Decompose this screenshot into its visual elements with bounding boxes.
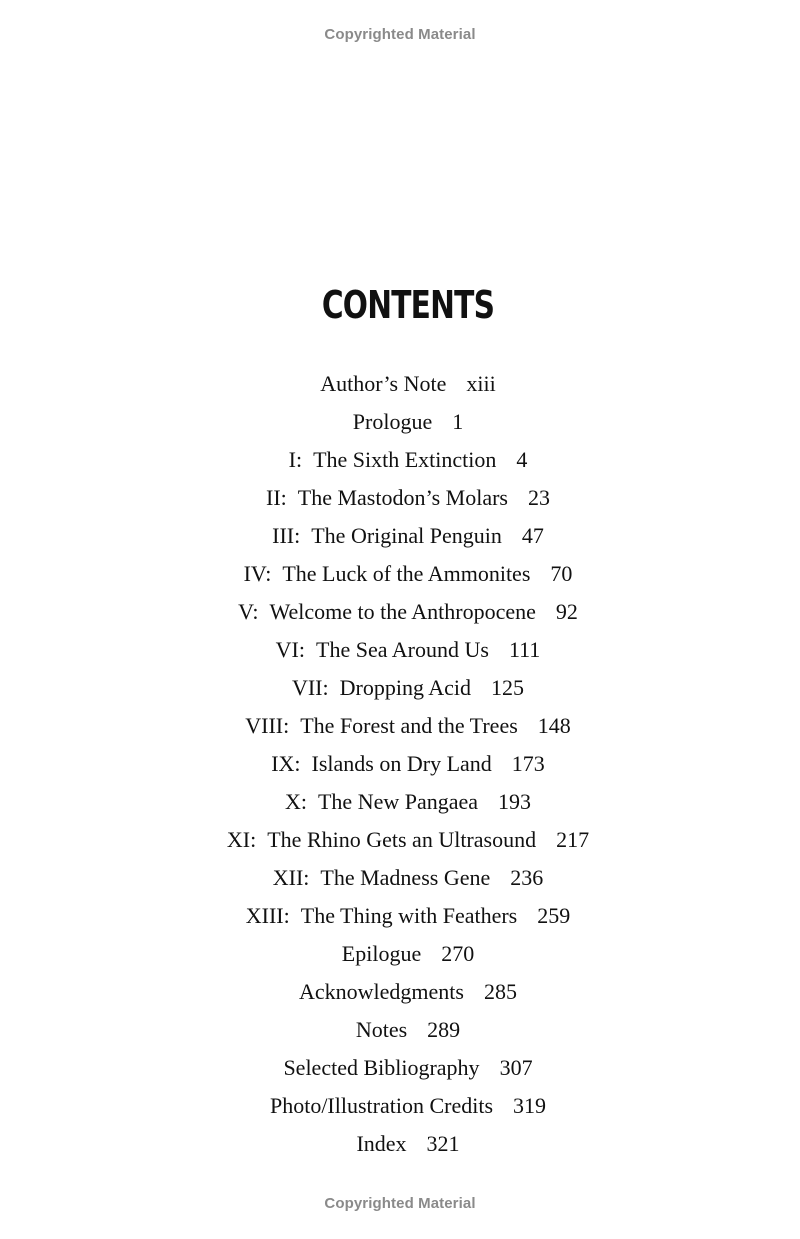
- toc-entry-page: 307: [499, 1055, 533, 1080]
- toc-entry-page: 4: [516, 447, 528, 472]
- toc-entry-page: 193: [498, 789, 532, 814]
- table-of-contents: [0, 367, 800, 1165]
- toc-entry-page: 111: [508, 637, 541, 662]
- toc-entry: [0, 747, 800, 785]
- toc-entry-page: 1: [452, 409, 464, 434]
- toc-entry-number: XI :: [227, 827, 267, 852]
- toc-entry-title: The Rhino Gets an Ultrasound: [267, 827, 537, 852]
- toc-entry-title: Prologue: [352, 409, 433, 434]
- toc-entry-title: Islands on Dry Land: [311, 751, 492, 776]
- toc-entry: [0, 481, 800, 519]
- toc-entry-title: Epilogue: [341, 941, 422, 966]
- toc-entry: [0, 1051, 800, 1089]
- toc-entry-page: 236: [510, 865, 544, 890]
- toc-entry-title: Dropping Acid: [339, 675, 472, 700]
- toc-entry: [0, 937, 800, 975]
- toc-entry-title: The New Pangaea: [317, 789, 479, 814]
- toc-entry: [0, 899, 800, 937]
- toc-entry: [0, 861, 800, 899]
- toc-entry-page: 319: [513, 1093, 547, 1118]
- toc-entry-page: 23: [527, 485, 550, 510]
- toc-entry: [0, 1013, 800, 1051]
- toc-entry-title: Welcome to the Anthropocene: [269, 599, 536, 624]
- toc-entry-page: 259: [537, 903, 571, 928]
- toc-entry-page: 148: [537, 713, 571, 738]
- toc-entry: [0, 519, 800, 557]
- toc-entry-title: Acknowledgments: [299, 979, 464, 1004]
- copyright-watermark-bottom: Copyrighted Material: [324, 1195, 476, 1212]
- toc-entry-number: IX :: [271, 751, 311, 776]
- toc-entry-title: The Thing with Feathers: [300, 903, 518, 928]
- toc-entry-page: 173: [511, 751, 545, 776]
- toc-entry-title: Index: [356, 1131, 407, 1156]
- toc-entry-page: 321: [426, 1131, 460, 1156]
- toc-entry-page: 270: [441, 941, 475, 966]
- toc-entry: [0, 367, 800, 405]
- toc-entry: [0, 1089, 800, 1127]
- toc-entry-page: 125: [491, 675, 525, 700]
- toc-entry-page: 70: [550, 561, 573, 586]
- toc-entry-page: 289: [427, 1017, 461, 1042]
- toc-entry-number: X :: [285, 789, 318, 814]
- toc-entry-title: The Original Penguin: [311, 523, 502, 548]
- toc-entry: [0, 633, 800, 671]
- toc-entry: [0, 443, 800, 481]
- toc-entry-title: The Mastodon’s Molars: [297, 485, 508, 510]
- toc-entry: [0, 823, 800, 861]
- toc-entry-number: XII :: [273, 865, 321, 890]
- toc-entry: [0, 595, 800, 633]
- toc-entry-title: Photo/Illustration Credits: [269, 1093, 494, 1118]
- contents-heading: CONTENTS: [321, 283, 495, 327]
- toc-entry-title: Selected Bibliography: [283, 1055, 480, 1080]
- toc-entry-page: xiii: [466, 371, 496, 396]
- toc-entry-page: 285: [483, 979, 517, 1004]
- toc-entry-number: I :: [289, 447, 313, 472]
- toc-entry-number: IV :: [244, 561, 283, 586]
- toc-entry: [0, 1127, 800, 1165]
- toc-entry-title: The Forest and the Trees: [300, 713, 518, 738]
- toc-entry-title: The Luck of the Ammonites: [282, 561, 531, 586]
- toc-entry-title: Notes: [355, 1017, 408, 1042]
- toc-entry-number: VI :: [276, 637, 316, 662]
- toc-entry-number: VIII :: [245, 713, 300, 738]
- toc-entry-number: III :: [272, 523, 311, 548]
- toc-entry-title: The Madness Gene: [320, 865, 491, 890]
- toc-entry: [0, 671, 800, 709]
- toc-entry-page: 47: [521, 523, 544, 548]
- toc-entry-number: V :: [238, 599, 269, 624]
- toc-entry-number: II :: [266, 485, 298, 510]
- toc-entry-page: 217: [556, 827, 590, 852]
- toc-entry: [0, 405, 800, 443]
- toc-entry-number: VII :: [292, 675, 340, 700]
- toc-entry-page: 92: [555, 599, 578, 624]
- toc-entry-title: The Sea Around Us: [316, 637, 489, 662]
- toc-entry: [0, 785, 800, 823]
- toc-entry: [0, 709, 800, 747]
- toc-entry: [0, 557, 800, 595]
- copyright-watermark-top: Copyrighted Material: [324, 26, 476, 43]
- toc-entry-title: Author’s Note: [320, 371, 447, 396]
- toc-entry-title: The Sixth Extinction: [313, 447, 497, 472]
- toc-entry: [0, 975, 800, 1013]
- toc-entry-number: XIII :: [246, 903, 301, 928]
